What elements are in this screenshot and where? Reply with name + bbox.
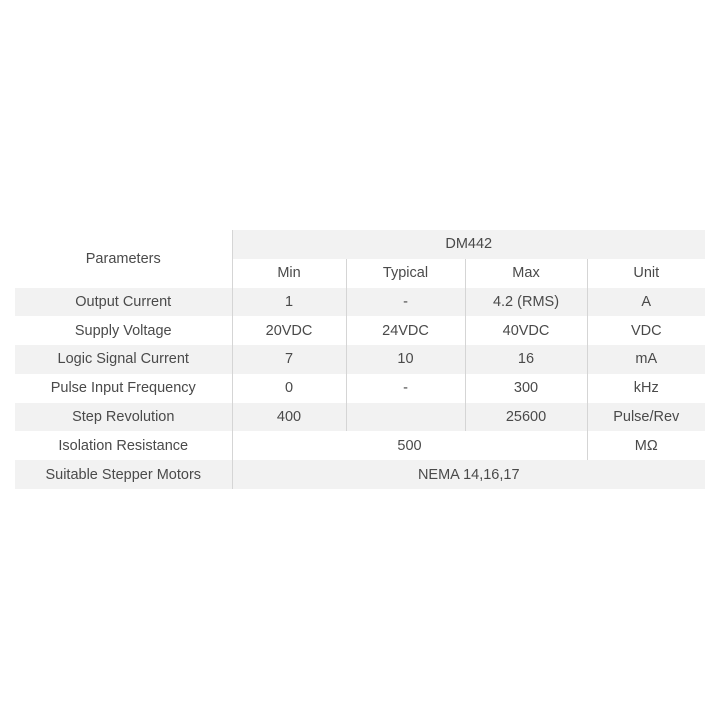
column-header-max: Max <box>465 259 587 288</box>
cell-min: 400 <box>232 403 346 432</box>
cell-typical: - <box>346 288 465 317</box>
cell-merged-value: NEMA 14,16,17 <box>232 460 705 489</box>
cell-merged-value: 500 <box>232 431 587 460</box>
cell-typical: 10 <box>346 345 465 374</box>
row-label: Step Revolution <box>15 403 232 432</box>
cell-unit: Pulse/Rev <box>587 403 705 432</box>
cell-max: 300 <box>465 374 587 403</box>
cell-typical <box>346 403 465 432</box>
row-label: Suitable Stepper Motors <box>15 460 232 489</box>
column-header-unit: Unit <box>633 265 660 282</box>
row-label: Supply Voltage <box>15 316 232 345</box>
row-label: Pulse Input Frequency <box>15 374 232 403</box>
row-label: Logic Signal Current <box>15 345 232 374</box>
cell-min: 20VDC <box>232 316 346 345</box>
cell-min: 1 <box>232 288 346 317</box>
cell-min: 0 <box>232 374 346 403</box>
table-row <box>15 460 705 489</box>
cell-typical: 24VDC <box>346 316 465 345</box>
cell-unit: VDC <box>630 322 662 339</box>
table-row <box>15 374 705 403</box>
row-label: Output Current <box>15 288 232 317</box>
corner-header-parameters: Parameters <box>15 230 232 288</box>
cell-typical: - <box>346 374 465 403</box>
table-row <box>15 316 705 345</box>
cell-unit: MΩ <box>634 437 658 454</box>
cell-max: 25600 <box>465 403 587 432</box>
table-row <box>15 431 705 460</box>
cell-min: 7 <box>232 345 346 374</box>
table-header-row-model <box>15 230 705 259</box>
column-header-min: Min <box>232 259 346 288</box>
cell-unit: A <box>587 288 705 317</box>
table-row <box>15 403 705 432</box>
model-header: DM442 <box>232 230 705 259</box>
cell-unit: mA <box>587 345 705 374</box>
cell-unit: kHz <box>633 380 659 397</box>
column-header-typical: Typical <box>346 259 465 288</box>
row-label: Isolation Resistance <box>15 431 232 460</box>
table-row <box>15 288 705 317</box>
cell-max: 4.2 (RMS) <box>465 288 587 317</box>
spec-table <box>15 230 705 489</box>
cell-max: 40VDC <box>465 316 587 345</box>
table-row <box>15 345 705 374</box>
cell-max: 16 <box>465 345 587 374</box>
